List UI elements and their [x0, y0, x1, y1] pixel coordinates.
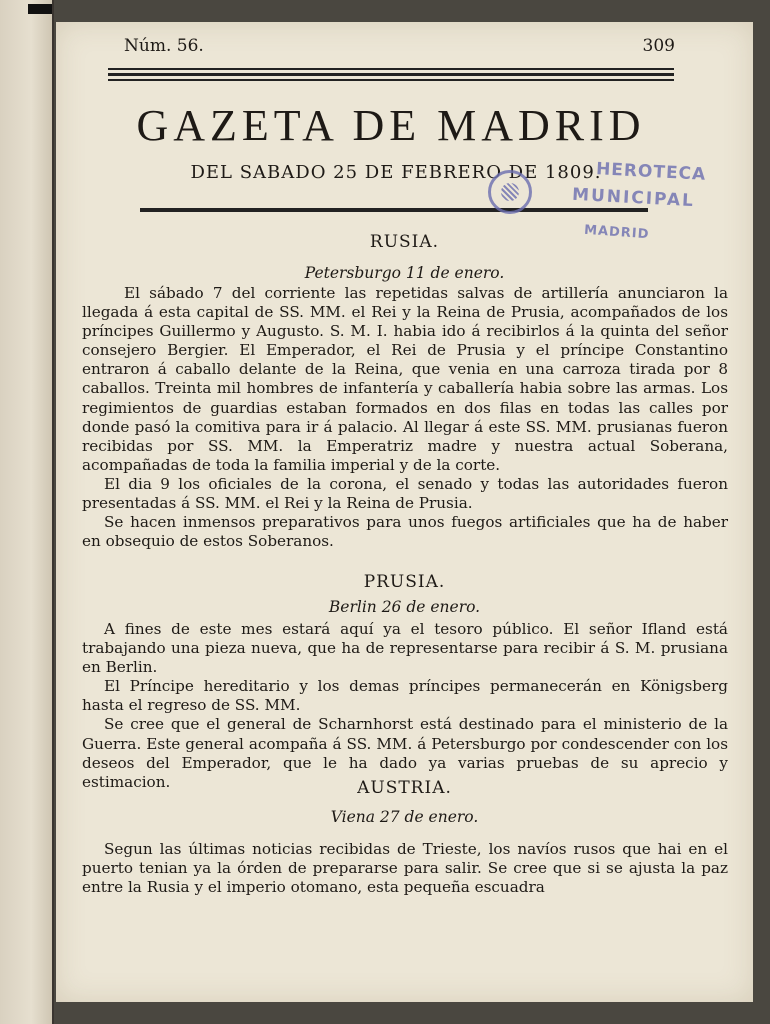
- newspaper-page: [56, 22, 753, 1002]
- section-dateline-rusia: Petersburgo 11 de enero.: [304, 264, 505, 282]
- left-page-edge: [0, 0, 54, 1024]
- section-heading-prusia: PRUSIA.: [363, 572, 446, 592]
- section-body-prusia: [82, 620, 728, 792]
- paragraph: Se hacen inmensos preparativos para unos fuegos artificiales que ha de haber en obsequio de estos Soberanos.: [82, 513, 728, 551]
- stamp-line-1: HEROTECA: [595, 159, 707, 185]
- section-body-rusia: [82, 284, 728, 551]
- stamp-line-2: MUNICIPAL: [571, 184, 696, 212]
- paragraph: Se cree que el general de Scharnhorst está destinado para el ministerio de la Guerra. Este general acompaña á SS. MM. á Petersburgo por condescender con los deseos del Emperador, que le ha dado ya varias pruebas de su aprecio y estimacion.: [82, 715, 728, 791]
- page-number: 309: [642, 36, 675, 56]
- paragraph: El dia 9 los oficiales de la corona, el senado y todas las autoridades fueron presentadas á SS. MM. el Rei y la Reina de Prusia.: [82, 474, 728, 513]
- paragraph: A fines de este mes estará aquí ya el tesoro público. El señor Ifland está trabajando una pieza nueva, que ha de representarse para recibir á S. M. prusiana en Berlin.: [82, 620, 728, 677]
- binding-mark: [28, 4, 52, 14]
- section-body-austria: [82, 840, 728, 897]
- paragraph: Segun las últimas noticias recibidas de Trieste, los navíos rusos que hai en el puerto tenian ya la órden de prepararse para salir. Se cree que si se ajusta la paz entre la Rusia y el imperio otomano, esta pequeña escuadra: [82, 840, 728, 897]
- section-heading-rusia: RUSIA.: [369, 232, 440, 252]
- paragraph: El sábado 7 del corriente las repetidas salvas de artillería anunciaron la llegada á esta capital de SS. MM. el Rei y la Reina de Prusia, acompañados de los príncipes Guillermo y Augusto. S. M. I. habia ido á recibirlos á la quinta del señor consejero Bergier. El Emperador, el Rei de Prusia y el príncipe Constantino entraron á caballo delante de la Reina, que venia en una carroza tirada por 8 caballos. Treinta mil hombres de infantería y caballería habia sobre las armas. Los regimientos de guardias estaban formados en dos filas en todas las calles por donde pasó la comitiva para ir á palacio. Al llegar á este SS. MM. prusianas fueron recibidas por SS. MM. la Emperatriz madre y nuestra actual Soberana, acompañadas de toda la familia imperial y de la corte.: [82, 284, 728, 474]
- masthead-title: GAZETA DE MADRID: [136, 101, 646, 150]
- issue-number: Núm. 56.: [124, 36, 204, 56]
- paragraph: El Príncipe hereditario y los demas príncipes permanecerán en Königsberg hasta el regreso de SS. MM.: [82, 677, 728, 715]
- section-dateline-prusia: Berlin 26 de enero.: [328, 598, 481, 616]
- issue-dateline: DEL SABADO 25 DE FEBRERO DE 1809.: [190, 162, 602, 183]
- stamp-line-3: MADRID: [583, 222, 650, 243]
- section-heading-austria: AUSTRIA.: [357, 778, 452, 798]
- stamp-seal-icon: [488, 170, 532, 214]
- top-rule: [108, 68, 674, 81]
- section-dateline-austria: Viena 27 de enero.: [330, 808, 479, 826]
